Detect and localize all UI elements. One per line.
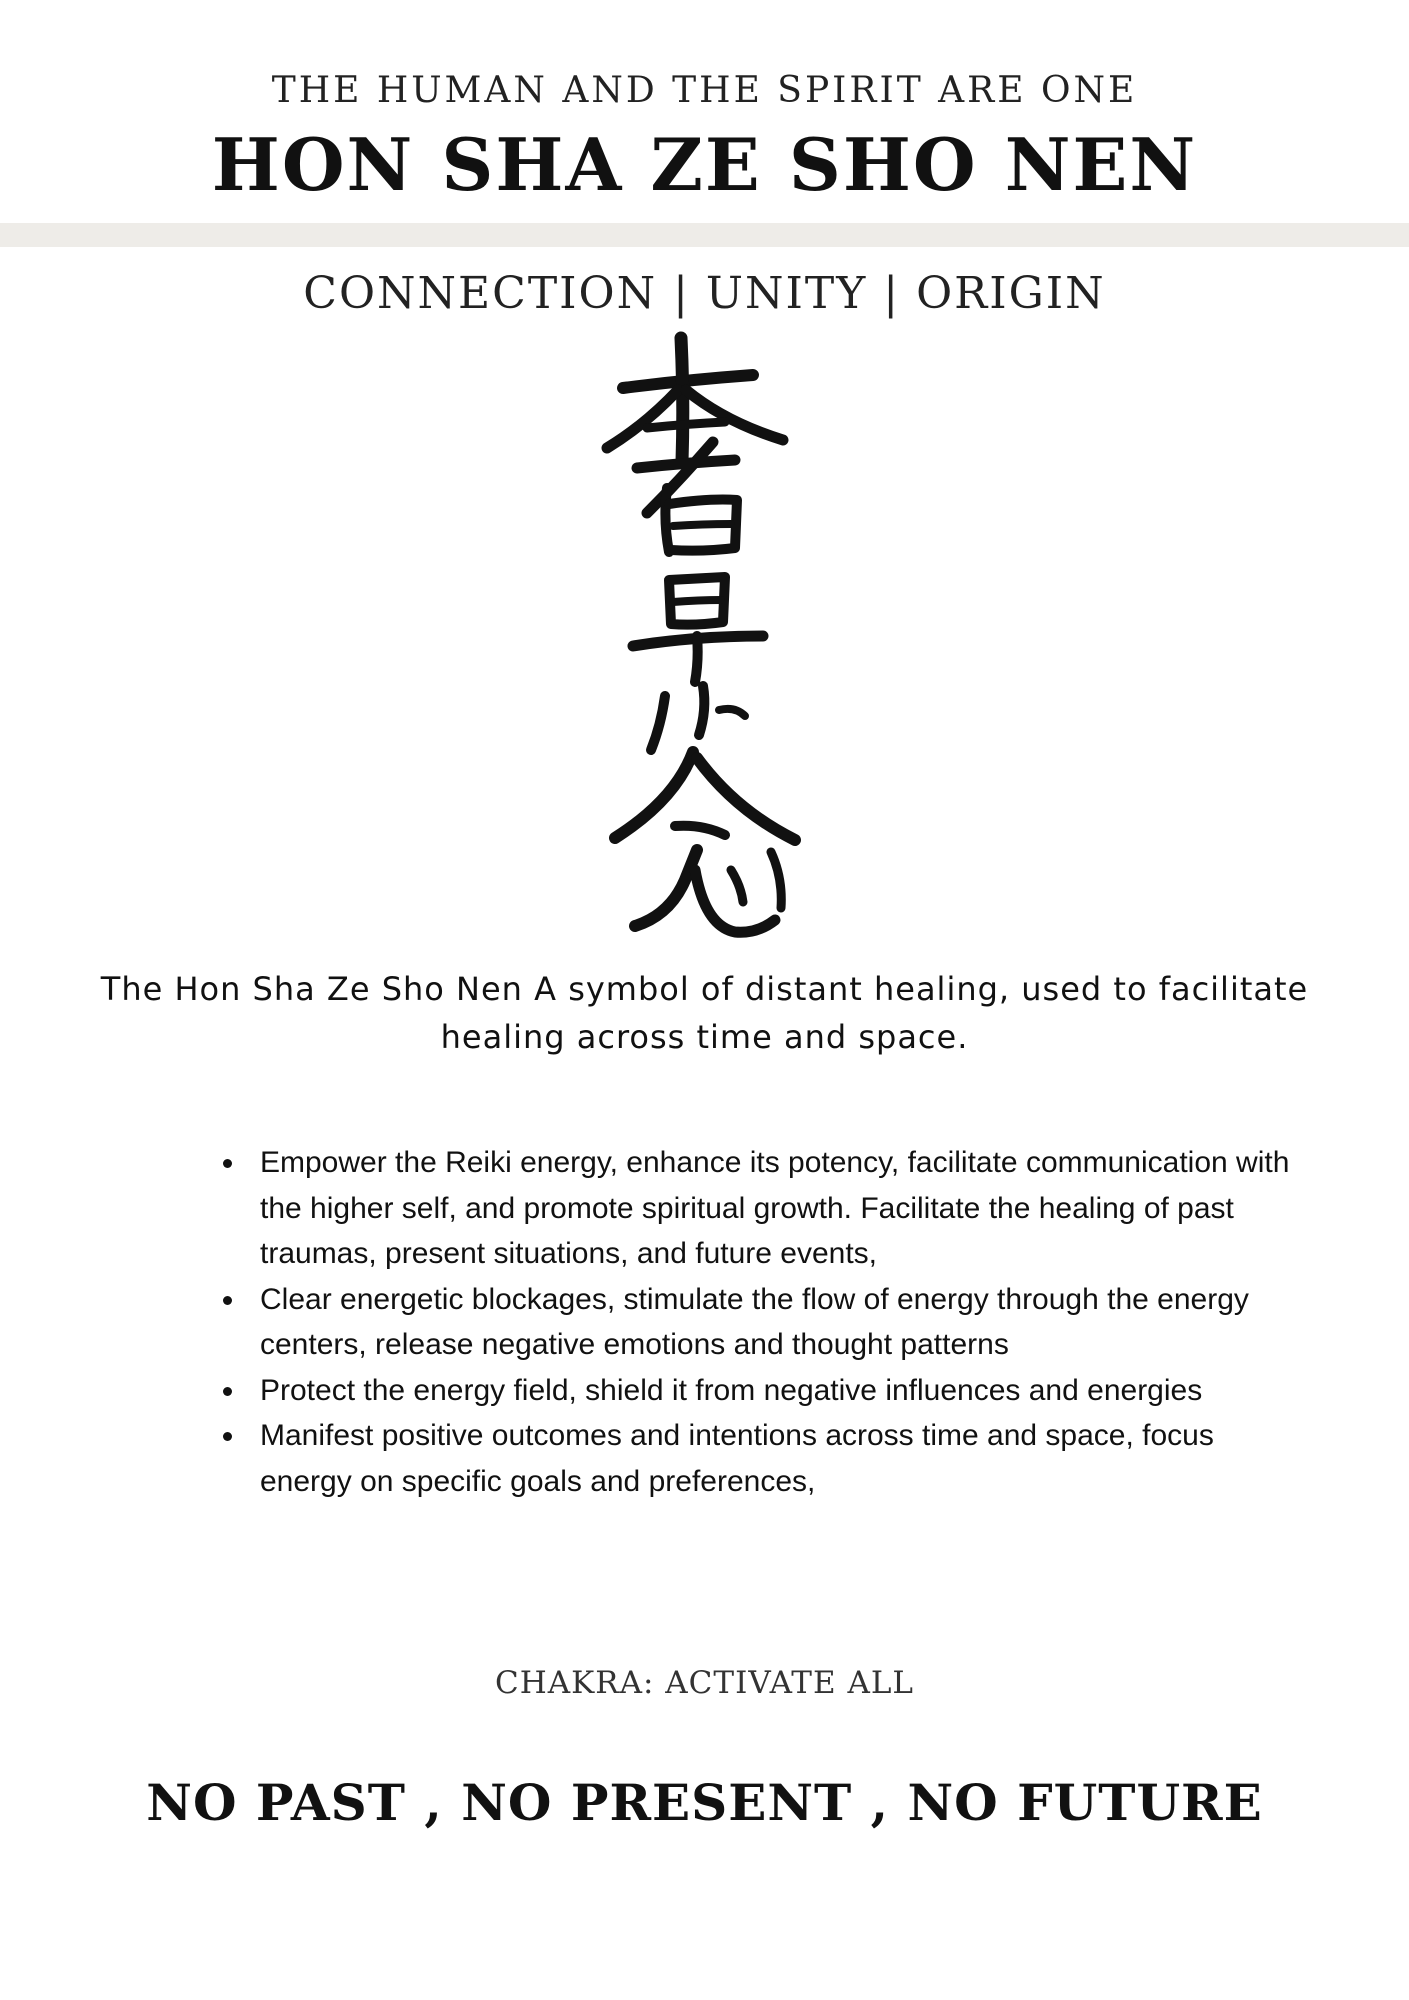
divider-band bbox=[0, 223, 1409, 247]
hon-sha-ze-sho-nen-symbol-icon bbox=[585, 330, 825, 940]
list-item: Manifest positive outcomes and intentions across time and space, focus energy on specific goals and preferences, bbox=[260, 1413, 1300, 1504]
subtitle: CONNECTION | UNITY | ORIGIN bbox=[303, 268, 1106, 319]
header-kicker: THE HUMAN AND THE SPIRIT ARE ONE bbox=[271, 70, 1138, 111]
footer-tagline: NO PAST , NO PRESENT , NO FUTURE bbox=[146, 1773, 1263, 1832]
intro-text: The Hon Sha Ze Sho Nen A symbol of distant healing, used to facilitate healing across time and space. bbox=[100, 970, 1309, 1056]
page-title: HON SHA ZE SHO NEN bbox=[211, 122, 1198, 207]
list-item: Protect the energy field, shield it from negative influences and energies bbox=[260, 1368, 1300, 1414]
list-item: Clear energetic blockages, stimulate the flow of energy through the energy centers, release negative emotions and thought patterns bbox=[260, 1277, 1300, 1368]
list-item: Empower the Reiki energy, enhance its potency, facilitate communication with the higher self, and promote spiritual growth. Facilitate the healing of past traumas, present situations, and future events, bbox=[260, 1140, 1300, 1277]
benefits-list bbox=[215, 1140, 1300, 1504]
chakra-note: CHAKRA: ACTIVATE ALL bbox=[494, 1665, 915, 1701]
